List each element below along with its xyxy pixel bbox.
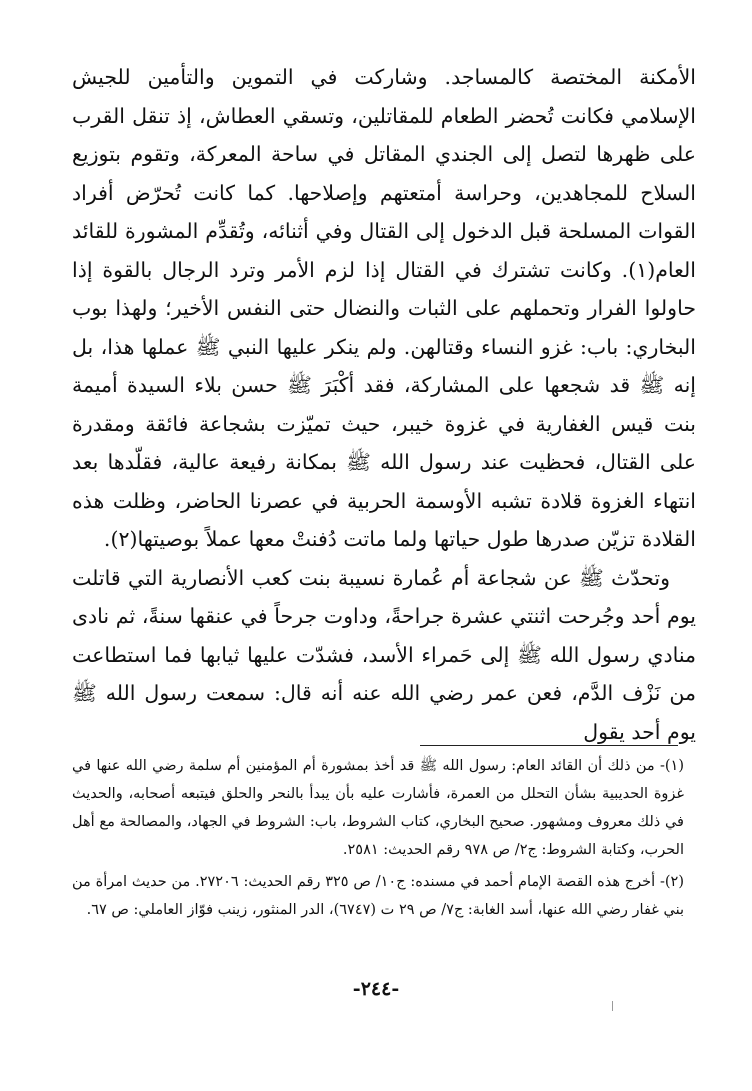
main-text-body	[72, 58, 696, 751]
footnote-1: (١)- من ذلك أن القائد العام: رسول الله ﷺ قد أخذ بمشورة أم المؤمنين أم سلمة رضي الله عنها في غزوة الحديبية بشأن التحلل من العمرة، فأشارت عليه بأن يبدأ بالنحر والحلق فيتبعه أصحابه، والحديث في ذلك معروف ومشهور. صحيح البخاري، كتاب الشروط، باب: الشروط في الجهاد، والمصالحة مع أهل الحرب، وكتابة الشروط: ج٢/ ص ٩٧٨ رقم الحديث: ٢٥٨١.	[72, 758, 684, 858]
footnotes-section	[72, 752, 684, 924]
footnote-divider	[420, 745, 678, 746]
footnote-2: (٢)- أخرج هذه القصة الإمام أحمد في مسنده: ج١٠/ ص ٣٢٥ رقم الحديث: ٢٧٢٠٦. من حديث امرأة من بني غفار رضي الله عنها، أسد الغابة: ج٧/ ص ٢٩ ت (٦٧٤٧)، الدر المنثور، زينب فوّاز العاملي: ص ٦٧.	[72, 874, 684, 918]
body-paragraph-1: الأمكنة المختصة كالمساجد. وشاركت في التموين والتأمين للجيش الإسلامي فكانت تُحضر الطعام للمقاتلين، وتسقي العطاش، إذ تنقل القرب على ظهرها لتصل إلى الجندي المقاتل في ساحة المعركة، وتقوم بتوزيع السلاح للمجاهدين، وحراسة أمتعتهم وإصلاحها. كما كانت تُحرّض أفراد القوات المسلحة قبل الدخول إلى القتال وفي أثنائه، وتُقدِّم المشورة للقائد العام(١). وكانت تشترك في القتال إذا لزم الأمر وترد الرجال بالقوة إذا حاولوا الفرار وتحملهم على الثبات والنضال حتى النفس الأخير؛ ولهذا بوب البخاري: باب: غزو النساء وقتالهن. ولم ينكر عليها النبي ﷺ عملها هذا، بل إنه ﷺ قد شجعها على المشاركة، فقد أكْبَرَ ﷺ حسن بلاء السيدة أميمة بنت قيس الغفارية في غزوة خيبر، حيث تميّزت بشجاعة فائقة ومقدرة على القتال، فحظيت عند رسول الله ﷺ بمكانة رفيعة عالية، فقلّدها بعد انتهاء الغزوة قلادة تشبه الأوسمة الحربية في عصرنا الحاضر، وظلت هذه القلادة تزيّن صدرها طول حياتها ولما ماتت دُفنتْ معها عملاً بوصيتها(٢).	[72, 65, 696, 551]
body-paragraph-2: وتحدّث ﷺ عن شجاعة أم عُمارة نسيبة بنت كعب الأنصارية التي قاتلت يوم أحد وجُرحت اثنتي عشرة جراحةً، وداوت جرحاً في عنقها سنةً، ثم نادى منادي رسول الله ﷺ إلى حَمراء الأسد، فشدّت عليها ثيابها فما استطاعت من نَزْف الدَّم، فعن عمر رضي الله عنه أنه قال: سمعت رسول الله ﷺ يوم أحد يقول	[72, 565, 696, 744]
scan-mark	[612, 1001, 613, 1011]
page-number: -٢٤٤-	[352, 978, 400, 1000]
